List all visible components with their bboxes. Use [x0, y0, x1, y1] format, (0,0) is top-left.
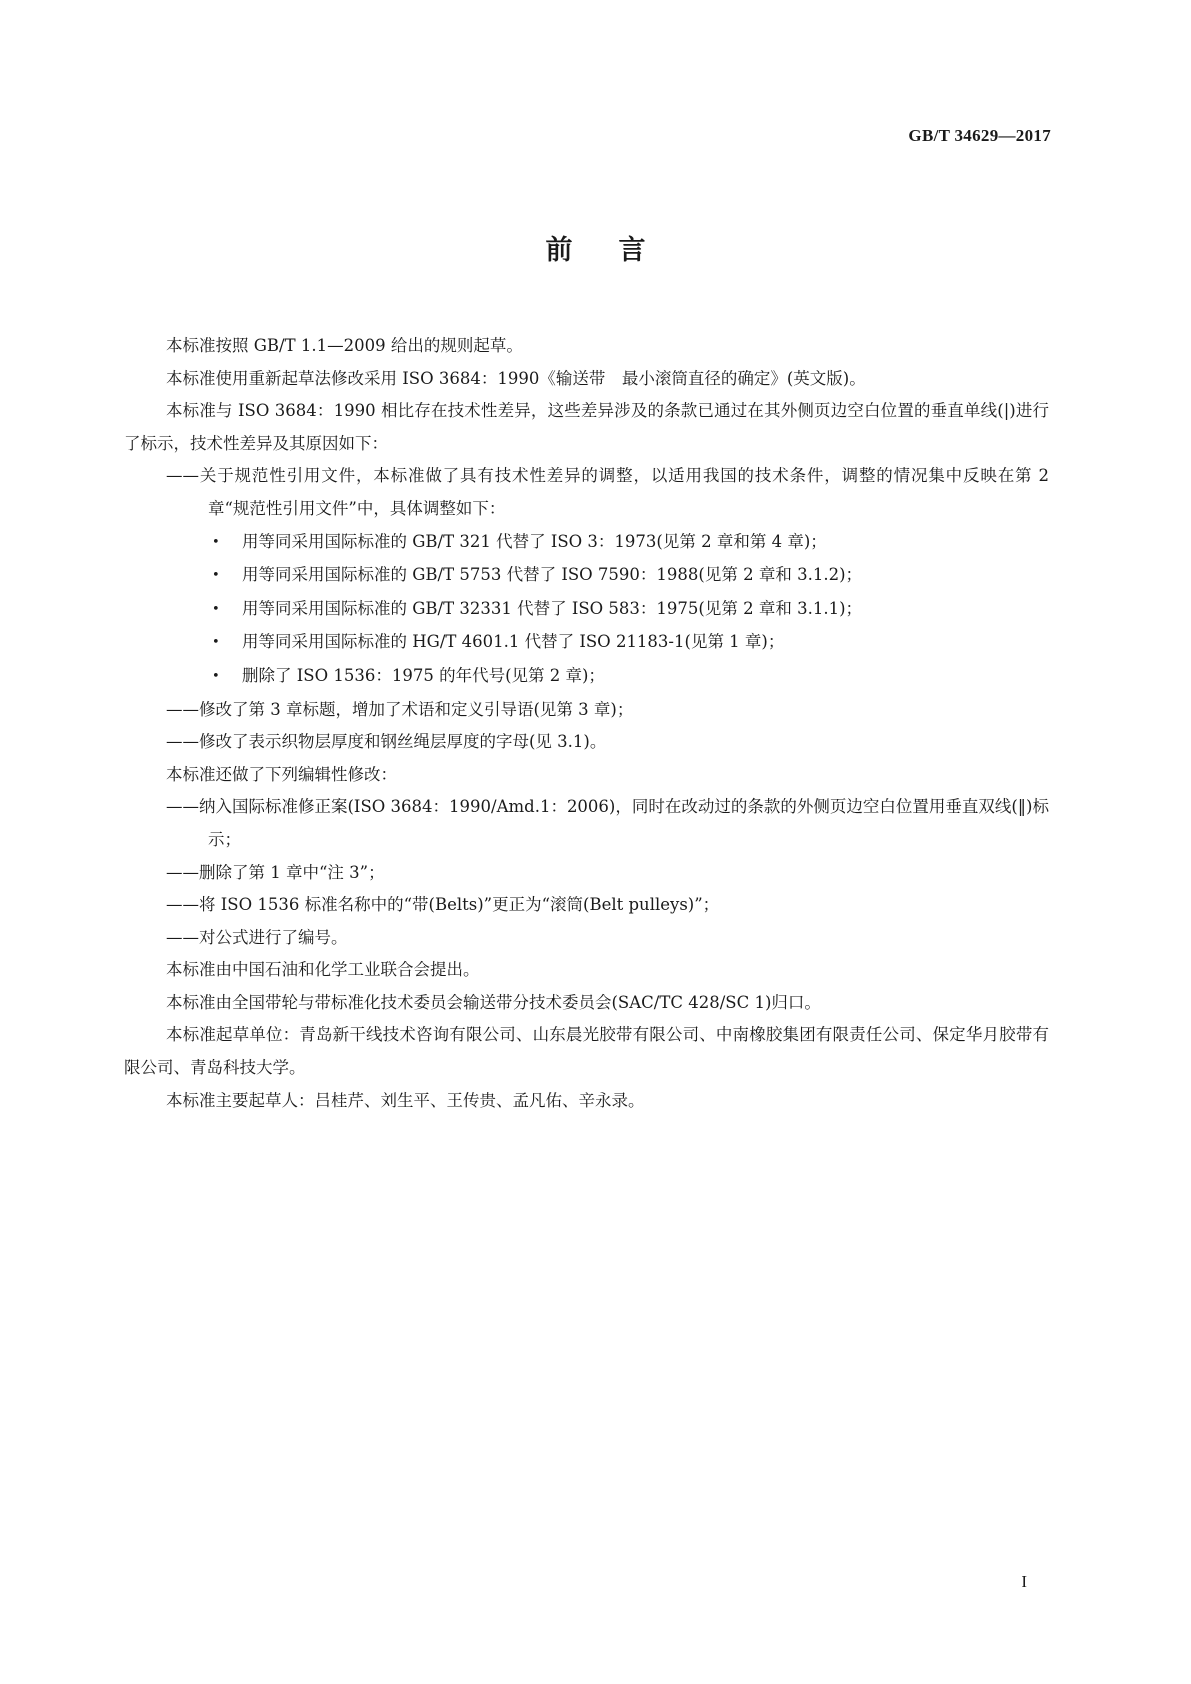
list-item-amendment: ——纳入国际标准修正案(ISO 3684：1990/Amd.1：2006)，同时在改动过的条款的外侧页边空白位置用垂直双线(‖)标示； [166, 797, 1049, 849]
list-item-formula-numbering: ——对公式进行了编号。 [166, 927, 348, 947]
bullet-text: 用等同采用国际标准的 HG/T 4601.1 代替了 ISO 21183-1(见第 1 章)； [242, 632, 785, 652]
bullet-text: 用等同采用国际标准的 GB/T 321 代替了 ISO 3：1973(见第 2 章和第 4 章)； [242, 531, 827, 551]
bullet-icon: • [212, 668, 220, 684]
paragraph-drafters: 本标准主要起草人：吕桂芹、刘生平、王传贵、孟凡佑、辛永录。 [166, 1090, 645, 1110]
bullet-icon: • [212, 635, 220, 651]
foreword-body [124, 330, 1049, 1117]
bullet-item [124, 559, 1049, 593]
bullet-item [124, 660, 1049, 694]
paragraph-adoption-method: 本标准使用重新起草法修改采用 ISO 3684：1990《输送带 最小滚筒直径的确定》(英文版)。 [166, 368, 866, 388]
list-item-thickness-letters: ——修改了表示织物层厚度和钢丝绳层厚度的字母(见 3.1)。 [166, 732, 607, 752]
bullet-icon: • [212, 601, 220, 617]
page-title: 前言 [545, 235, 692, 266]
paragraph-technical-differences: 本标准与 ISO 3684：1990 相比存在技术性差异，这些差异涉及的条款已通过在其外侧页边空白位置的垂直单线(|)进行了标示，技术性差异及其原因如下： [124, 401, 1049, 453]
paragraph-under-jurisdiction: 本标准由全国带轮与带标准化技术委员会输送带分技术委员会(SAC/TC 428/SC 1)归口。 [166, 992, 821, 1012]
bullet-text: 用等同采用国际标准的 GB/T 5753 代替了 ISO 7590：1988(见第 2 章和 3.1.2)； [242, 565, 863, 585]
paragraph-proposed-by: 本标准由中国石油和化学工业联合会提出。 [166, 960, 480, 980]
list-item-normative-references: ——关于规范性引用文件，本标准做了具有技术性差异的调整，以适用我国的技术条件，调整的情况集中反映在第 2 章“规范性引用文件”中，具体调整如下： [166, 466, 1049, 518]
list-item-delete-note: ——删除了第 1 章中“注 3”； [166, 862, 385, 882]
list-item-rename: ——将 ISO 1536 标准名称中的“带(Belts)”更正为“滚筒(Belt pulleys)”； [166, 895, 720, 915]
bullet-icon: • [212, 534, 220, 550]
bullet-icon: • [212, 568, 220, 584]
paragraph-drafting-units: 本标准起草单位：青岛新干线技术咨询有限公司、山东晨光胶带有限公司、中南橡胶集团有限责任公司、保定华月胶带有限公司、青岛科技大学。 [124, 1025, 1049, 1078]
bullet-item [124, 626, 1049, 660]
bullet-text: 删除了 ISO 1536：1975 的年代号(见第 2 章)； [242, 665, 605, 685]
bullet-item [124, 593, 1049, 627]
paragraph-drafting-rules: 本标准按照 GB/T 1.1—2009 给出的规则起草。 [166, 336, 523, 355]
standard-code: GB/T 34629—2017 [908, 126, 1051, 145]
list-item-chapter3-title: ——修改了第 3 章标题，增加了术语和定义引导语(见第 3 章)； [166, 699, 634, 719]
paragraph-editorial-intro: 本标准还做了下列编辑性修改： [166, 764, 397, 784]
bullet-text: 用等同采用国际标准的 GB/T 32331 代替了 ISO 583：1975(见第 2 章和 3.1.1)； [242, 598, 863, 618]
page-number: I [1021, 1572, 1027, 1591]
bullet-item [124, 526, 1049, 560]
